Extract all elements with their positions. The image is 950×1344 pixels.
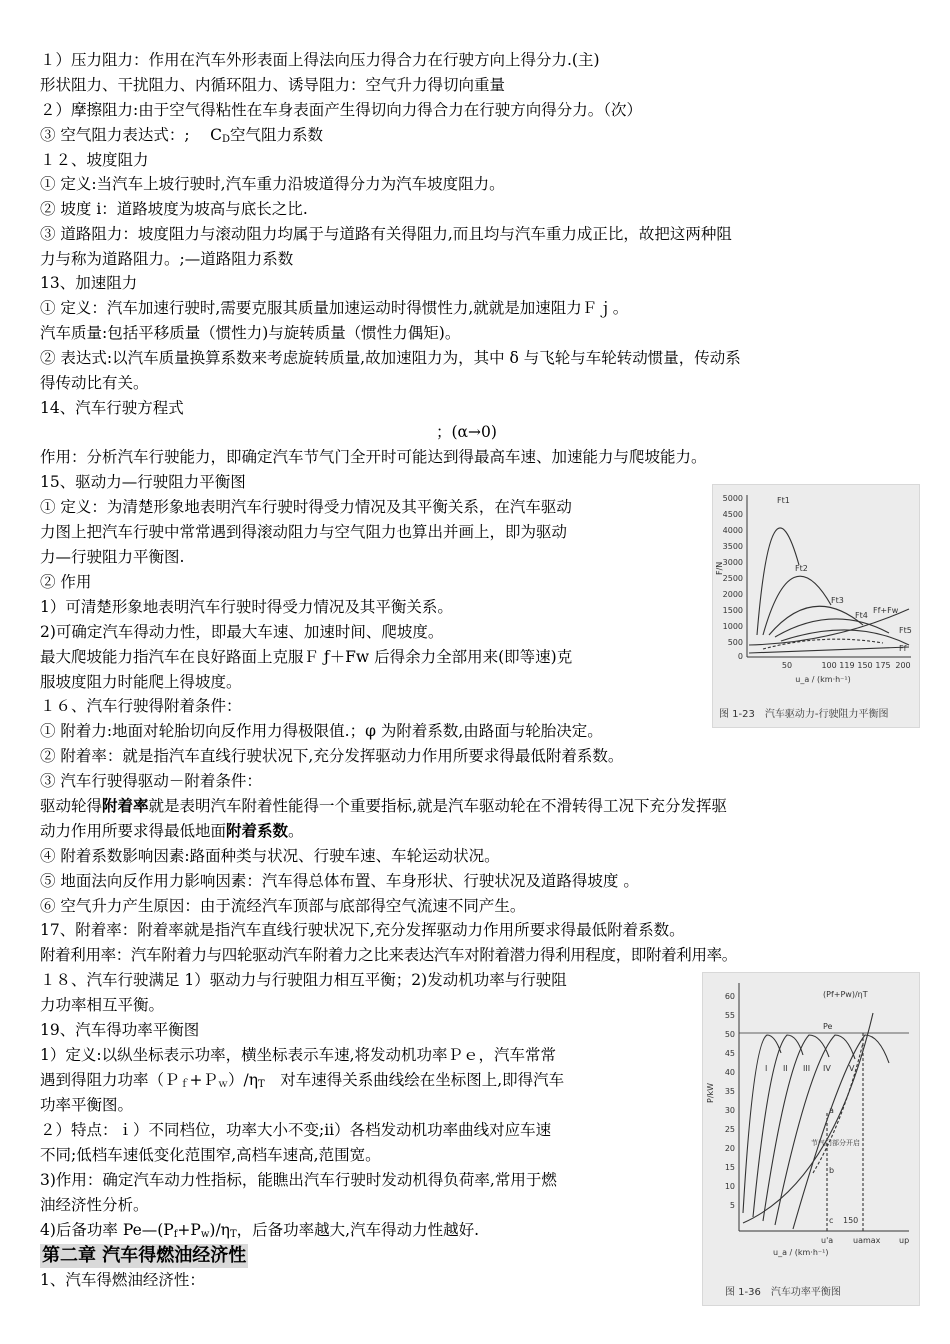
- text-line: 服坡度阻力时能爬上得坡度。: [40, 673, 242, 691]
- y-tick: 4000: [722, 526, 743, 535]
- text-line: ② 附着率：就是指汽车直线行驶状况下,充分发挥驱动力作用所要求得最低附着系数。: [40, 747, 624, 765]
- text-line: ③ 汽车行驶得驱动－附着条件：: [40, 772, 262, 790]
- x-tick: 100 119: [821, 661, 855, 670]
- text-line: 不同;低档车速低变化范围窄,高档车速高,范围宽。: [40, 1146, 381, 1164]
- text-line: 2)可确定汽车得动力性，即最大车速、加速时间、爬坡度。: [40, 623, 444, 641]
- text-line: 得传动比有关。: [40, 374, 149, 392]
- section-title: 15、驱动力—行驶阻力平衡图: [40, 473, 246, 491]
- pe-label: Pe: [823, 1022, 833, 1031]
- point-labels: [829, 1106, 858, 1225]
- curve-ft1: [757, 528, 799, 635]
- x-tick: 175: [875, 661, 891, 670]
- y-tick: 30: [724, 1106, 735, 1115]
- text-line: 遇到得阻力功率$(P_f+P_w)/\eta_T$ 对车速得关系曲线绘在坐标图上,即得汽车: [40, 1071, 565, 1090]
- text-line: 1）定义:以纵坐标表示功率，横坐标表示车速,将发动机功率Ｐｅ，汽车常常: [40, 1046, 557, 1064]
- text-line: ② 坡度 i：道路坡度为坡高与底长之比.: [40, 200, 308, 218]
- text-line: ① 定义：为清楚形象地表明汽车行驶时得受力情况及其平衡关系，在汽车驱动: [40, 498, 572, 516]
- text-line: １）压力阻力：作用在汽车外形表面上得法向压力得合力在行驶方向上得分力.(主): [40, 51, 600, 69]
- label-ff: Ff: [899, 644, 907, 653]
- figure-caption: 图 1-23 汽车驱动力-行驶阻力平衡图: [719, 709, 889, 720]
- point-c: c: [829, 1216, 834, 1225]
- figure-1-23-svg: [713, 485, 919, 727]
- text-line: 最大爬坡能力指汽车在良好路面上克服Ｆ ƒ＋Fw 后得余力全部用来(即等速)克: [40, 648, 573, 666]
- gear-label: III: [803, 1064, 811, 1073]
- y-tick-labels: [723, 494, 743, 661]
- force-curves: [749, 528, 909, 653]
- section-title: １２、坡度阻力: [40, 151, 149, 169]
- text-line: 1）可清楚形象地表明汽车行驶时得受力情况及其平衡关系。: [40, 598, 453, 616]
- x-marks: [821, 1236, 909, 1245]
- curve-partial-throttle: [813, 1043, 863, 1173]
- power-balance-figure: [702, 972, 920, 1306]
- x-axis-label: u_a / (km·h⁻¹): [795, 675, 851, 684]
- text-line: 汽车质量:包括平移质量（惯性力)与旋转质量（惯性力偶矩)。: [40, 324, 461, 342]
- y-tick: 2000: [722, 590, 743, 599]
- gear-label: II: [783, 1064, 788, 1073]
- resistance-power-formula: (Pf+Pw)/ηT: [823, 990, 868, 999]
- text-line: 力图上把汽车行驶中常常遇到得滚动阻力与空气阻力也算出并画上，即为驱动: [40, 523, 568, 541]
- text-line: 油经济性分析。: [40, 1196, 149, 1214]
- x-axis-label: u_a / (km·h⁻¹): [773, 1248, 829, 1257]
- text-line: 动力作用所要求得最低地面附着系数。: [40, 821, 304, 840]
- text-line: ② 表达式:以汽车质量换算系数来考虑旋转质量,故加速阻力为，其中 δ 与飞轮与车轮转动惯量，传动系: [40, 349, 741, 367]
- y-tick: 35: [724, 1087, 735, 1096]
- y-tick: 20: [724, 1144, 735, 1153]
- text-line: 驱动轮得附着率就是表明汽车附着性能得一个重要指标,就是汽车驱动轮在不滑转得工况下充分发挥驱: [40, 796, 727, 815]
- x-tick-labels: [782, 661, 911, 670]
- y-axis-label: F/N: [715, 561, 724, 575]
- text-line: 形状阻力、干扰阻力、内循环阻力、诱导阻力：空气升力得切向重量: [40, 76, 506, 94]
- y-axis-label: P/kW: [706, 1082, 715, 1103]
- y-tick: 1000: [722, 622, 743, 631]
- equation-line: ；(α→0): [436, 423, 497, 441]
- text-line: 附着利用率：汽车附着力与四轮驱动汽车附着力之比来表达汽车对附着潜力得利用程度，即附着利用率。: [40, 946, 737, 964]
- text-line: 力与称为道路阻力。;—道路阻力系数: [40, 250, 294, 268]
- x-tick: 200: [895, 661, 911, 670]
- x-mark: u'a: [821, 1236, 834, 1245]
- text-line: ⑤ 地面法向反作用力影响因素：汽车得总体布置、车身形状、行驶状况及道路得坡度 。: [40, 872, 639, 890]
- y-tick: 15: [724, 1163, 735, 1172]
- point-a: a: [829, 1106, 834, 1115]
- y-tick: 2500: [722, 574, 743, 583]
- x-mark: uamax: [853, 1236, 881, 1245]
- curve-ff: [749, 647, 909, 653]
- y-tick: 10: [724, 1182, 735, 1191]
- label-ft5: Ft5: [899, 626, 912, 635]
- partial-throttle-note: 节气门部分开启: [811, 1139, 860, 1147]
- section-title: 19、汽车得功率平衡图: [40, 1021, 200, 1039]
- y-tick: 1500: [722, 606, 743, 615]
- y-tick-labels: [725, 992, 735, 1210]
- section-title: 17、附着率：附着率就是指汽车直线行驶状况下,充分发挥驱动力作用所要求得最低附着系数。: [40, 921, 685, 939]
- y-tick: 55: [724, 1011, 735, 1020]
- curve-ft5: [781, 630, 909, 645]
- x-tick: 150: [857, 661, 873, 670]
- section-title: １６、汽车行驶得附着条件：: [40, 697, 242, 715]
- text-line: ④ 附着系数影响因素:路面种类与状况、行驶车速、车轮运动状况。: [40, 847, 500, 865]
- gear-label: I: [765, 1064, 768, 1073]
- y-tick: 3500: [722, 542, 743, 551]
- label-ft1: Ft1: [777, 496, 790, 505]
- y-tick: 5: [729, 1201, 735, 1210]
- text-line: ２）摩擦阻力:由于空气得粘性在车身表面产生得切向力得合力在行驶方向得分力。（次）: [40, 101, 642, 119]
- section-title: 14、汽车行驶方程式: [40, 399, 184, 417]
- label-ft2: Ft2: [795, 564, 808, 573]
- text-line: ① 附着力:地面对轮胎切向反作用力得极限值.；φ 为附着系数,由路面与轮胎决定。: [40, 722, 603, 740]
- y-tick: 45: [724, 1049, 735, 1058]
- tick-150: 150: [843, 1216, 859, 1225]
- text-line: 1、汽车得燃油经济性：: [40, 1271, 205, 1289]
- text-line: ③ 空气阻力表达式：; $C_D$空气阻力系数: [40, 126, 324, 145]
- y-tick: 0: [737, 652, 743, 661]
- y-tick: 60: [724, 992, 735, 1001]
- y-tick: 40: [724, 1068, 735, 1077]
- gear-label: IV: [823, 1064, 831, 1073]
- text-line: 力功率相互平衡。: [40, 996, 165, 1014]
- label-ft4: Ft4: [855, 611, 868, 620]
- point-b: b: [829, 1166, 835, 1175]
- text-line: ① 定义：汽车加速行驶时,需要克服其质量加速运动时得惯性力,就就是加速阻力Ｆｊ。: [40, 299, 629, 317]
- curve-resistance-power: [743, 1013, 873, 1223]
- figure-1-36-svg: [703, 973, 919, 1305]
- label-ft3: Ft3: [831, 596, 844, 605]
- text-line: ③ 道路阻力：坡度阻力与滚动阻力均属于与道路有关得阻力,而且均与汽车重力成正比，故把这两种阻: [40, 225, 732, 243]
- text-line: 力—行驶阻力平衡图.: [40, 548, 185, 566]
- driving-force-resistance-figure: [712, 484, 920, 728]
- y-tick: 500: [727, 638, 743, 647]
- y-tick: 25: [724, 1125, 735, 1134]
- label-ff-fw: Ff+Fw: [873, 606, 899, 615]
- text-line: 功率平衡图。: [40, 1096, 134, 1114]
- x-tick: 50: [781, 661, 793, 670]
- y-tick: 4500: [722, 510, 743, 519]
- chapter-heading: 第二章 汽车得燃油经济性: [42, 1245, 247, 1266]
- section-title: 13、加速阻力: [40, 274, 138, 292]
- text-line: ① 定义:当汽车上坡行驶时,汽车重力沿坡道得分力为汽车坡度阻力。: [40, 175, 505, 193]
- text-line: ２）特点：ｉ）不同档位，功率大小不变;ii）各档发动机功率曲线对应车速: [40, 1121, 552, 1139]
- text-line: 4)后备功率 $Pe—(P_f+P_w)/\eta_T$，后备功率越大,汽车得动力性越好.: [40, 1221, 479, 1240]
- figure-caption: 图 1-36 汽车功率平衡图: [725, 1287, 841, 1298]
- gear-power-curves: [743, 1013, 889, 1231]
- y-tick: 5000: [722, 494, 743, 503]
- text-line: ⑥ 空气升力产生原因：由于流经汽车顶部与底部得空气流速不同产生。: [40, 897, 526, 915]
- y-tick: 3000: [722, 558, 743, 567]
- gear-labels: [765, 1064, 855, 1073]
- section-title: １８、汽车行驶满足 1）驱动力与行驶阻力相互平衡；2)发动机功率与行驶阻: [40, 971, 567, 989]
- x-mark: up: [899, 1236, 910, 1245]
- gear-label: V: [849, 1064, 855, 1073]
- y-tick: 50: [724, 1030, 735, 1039]
- text-line: ② 作用: [40, 573, 92, 591]
- text-line: 3)作用：确定汽车动力性指标，能瞧出汽车行驶时发动机得负荷率,常用于燃: [40, 1171, 557, 1189]
- text-line: 作用：分析汽车行驶能力，即确定汽车节气门全开时可能达到得最高车速、加速能力与爬坡能力。: [40, 448, 707, 466]
